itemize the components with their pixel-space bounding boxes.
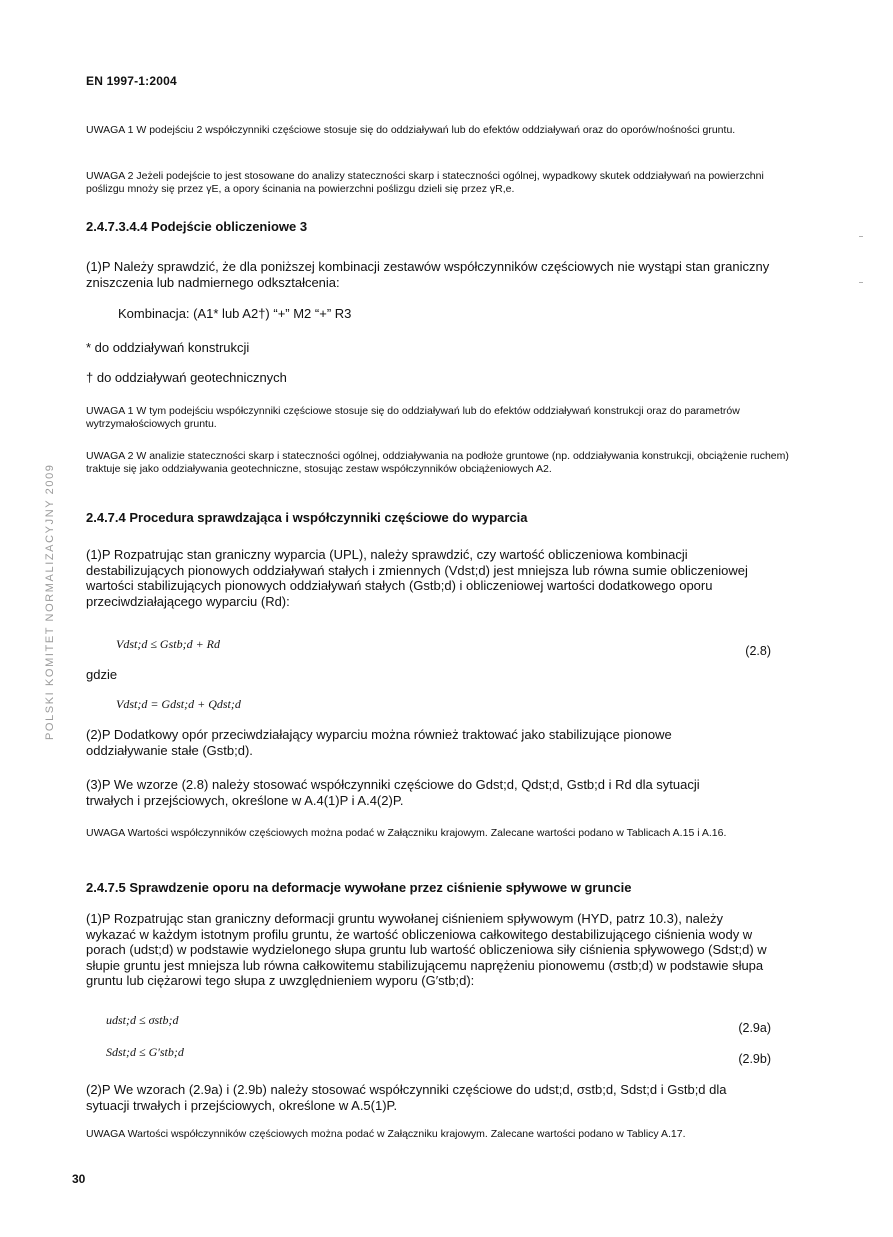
equation-number-2-8: (2.8) <box>745 644 771 658</box>
section-heading-2-4-7-4: 2.4.7.4 Procedura sprawdzająca i współczynniki częściowe do wyparcia <box>86 510 528 525</box>
note-4: UWAGA 2 W analizie stateczności skarp i stateczności ogólnej, oddziaływania na podłoże gruntowe (np. oddziaływania konstrukcji, obciążenie ruchem) traktuje się jako oddziaływania geotechniczne, stosując zestaw współczynników obciążeniowych A2. <box>86 450 789 475</box>
paragraph-1p-hyd: (1)P Rozpatrując stan graniczny deformacji gruntu wywołanej ciśnieniem spływowym (HYD, patrz 10.3), należy wykazać w każdym istotnym profilu gruntu, że wartość obliczeniowa całkowitego destabilizującego ciśnienia wody w porach (udst;d) w podstawie wydzielonego słupa gruntu lub wartość obliczeniowa siły ciśnienia spływowego (Sdst;d) w słupie gruntu jest mniejsza lub równa całkowitemu stabilizującemu naprężeniu pionowemu (σstb;d) w podstawie słupa gruntu lub ciężarowi tego słupa z uwzględnieniem wyporu (G′stb;d): <box>86 911 767 988</box>
paragraph-1p-approach-3: (1)P Należy sprawdzić, że dla poniższej kombinacji zestawów współczynników częściowych nie wystąpi stan graniczny zniszczenia lub nadmiernego odkształcenia: <box>86 259 770 290</box>
equation-2-9b: Sdst;d ≤ G′stb;d <box>106 1045 184 1059</box>
paragraph-2p-additional-resistance: (2)P Dodatkowy opór przeciwdziałający wyparciu można również traktować jako stabilizujące pionowe oddziaływanie stałe (Gstb;d). <box>86 727 672 758</box>
page-number: 30 <box>72 1172 86 1186</box>
side-watermark-stamp: POLSKI KOMITET NORMALIZACYJNY 2009 <box>44 463 56 740</box>
equation-v-dst: Vdst;d = Gdst;d + Qdst;d <box>116 697 241 711</box>
paragraph-3p-partial-factors: (3)P We wzorze (2.8) należy stosować współczynniki częściowe do Gdst;d, Qdst;d, Gstb;d i Rd dla sytuacji trwałych i przejściowych, określone w A.4(1)P i A.4(2)P. <box>86 777 700 808</box>
note-1: UWAGA 1 W podejściu 2 współczynniki częściowe stosuje się do oddziaływań lub do efektów oddziaływań oraz do oporów/nośności gruntu. <box>86 124 736 136</box>
margin-mark <box>859 282 863 283</box>
equation-2-8: Vdst;d ≤ Gstb;d + Rd <box>116 637 221 651</box>
footnote-star: * do oddziaływań konstrukcji <box>86 340 250 355</box>
equation-number-2-9b: (2.9b) <box>738 1052 771 1066</box>
note-3: UWAGA 1 W tym podejściu współczynniki częściowe stosuje się do oddziaływań lub do efektów oddziaływań konstrukcji oraz do parametrów wytrzymałościowych gruntu. <box>86 405 740 430</box>
paragraph-2p-hyd-factors: (2)P We wzorach (2.9a) i (2.9b) należy stosować współczynniki częściowe do udst;d, σstb;d, Sdst;d i Gstb;d dla sytuacji trwałych i przejściowych, określone w A.5(1)P. <box>86 1082 727 1113</box>
footnote-dagger: † do oddziaływań geotechnicznych <box>86 370 287 385</box>
combination-line: Kombinacja: (A1* lub A2†) “+” M2 “+” R3 <box>118 306 352 321</box>
label-gdzie: gdzie <box>86 667 118 682</box>
document-header: EN 1997-1:2004 <box>86 74 177 88</box>
note-5: UWAGA Wartości współczynników częściowych można podać w Załączniku krajowym. Zalecane wartości podano w Tablicach A.15 i A.16. <box>86 827 727 839</box>
section-heading-2-4-7-5: 2.4.7.5 Sprawdzenie oporu na deformacje wywołane przez ciśnienie spływowe w gruncie <box>86 880 632 895</box>
equation-2-9a: udst;d ≤ σstb;d <box>106 1013 179 1027</box>
margin-mark <box>859 236 863 237</box>
note-6: UWAGA Wartości współczynników częściowych można podać w Załączniku krajowym. Zalecane wartości podano w Tablicy A.17. <box>86 1128 686 1140</box>
paragraph-1p-upl: (1)P Rozpatrując stan graniczny wyparcia (UPL), należy sprawdzić, czy wartość obliczeniowa kombinacji destabilizujących pionowych oddziaływań stałych i zmiennych (Vdst;d) jest mniejsza lub równa sumie obliczeniowej wartości stabilizujących pionowych oddziaływań stałych (Gstb;d) i obliczeniowej wartości dodatkowego oporu przeciwdziałającego wyparciu (Rd): <box>86 547 748 609</box>
note-2: UWAGA 2 Jeżeli podejście to jest stosowane do analizy stateczności skarp i stateczności ogólnej, wypadkowy skutek oddziaływań na powierzchni poślizgu mnoży się przez γE, a opory ścinania na powierzchni poślizgu dzieli się przez γR,e. <box>86 170 764 195</box>
equation-number-2-9a: (2.9a) <box>738 1021 771 1035</box>
section-heading-2-4-7-3-4-4: 2.4.7.3.4.4 Podejście obliczeniowe 3 <box>86 219 308 234</box>
